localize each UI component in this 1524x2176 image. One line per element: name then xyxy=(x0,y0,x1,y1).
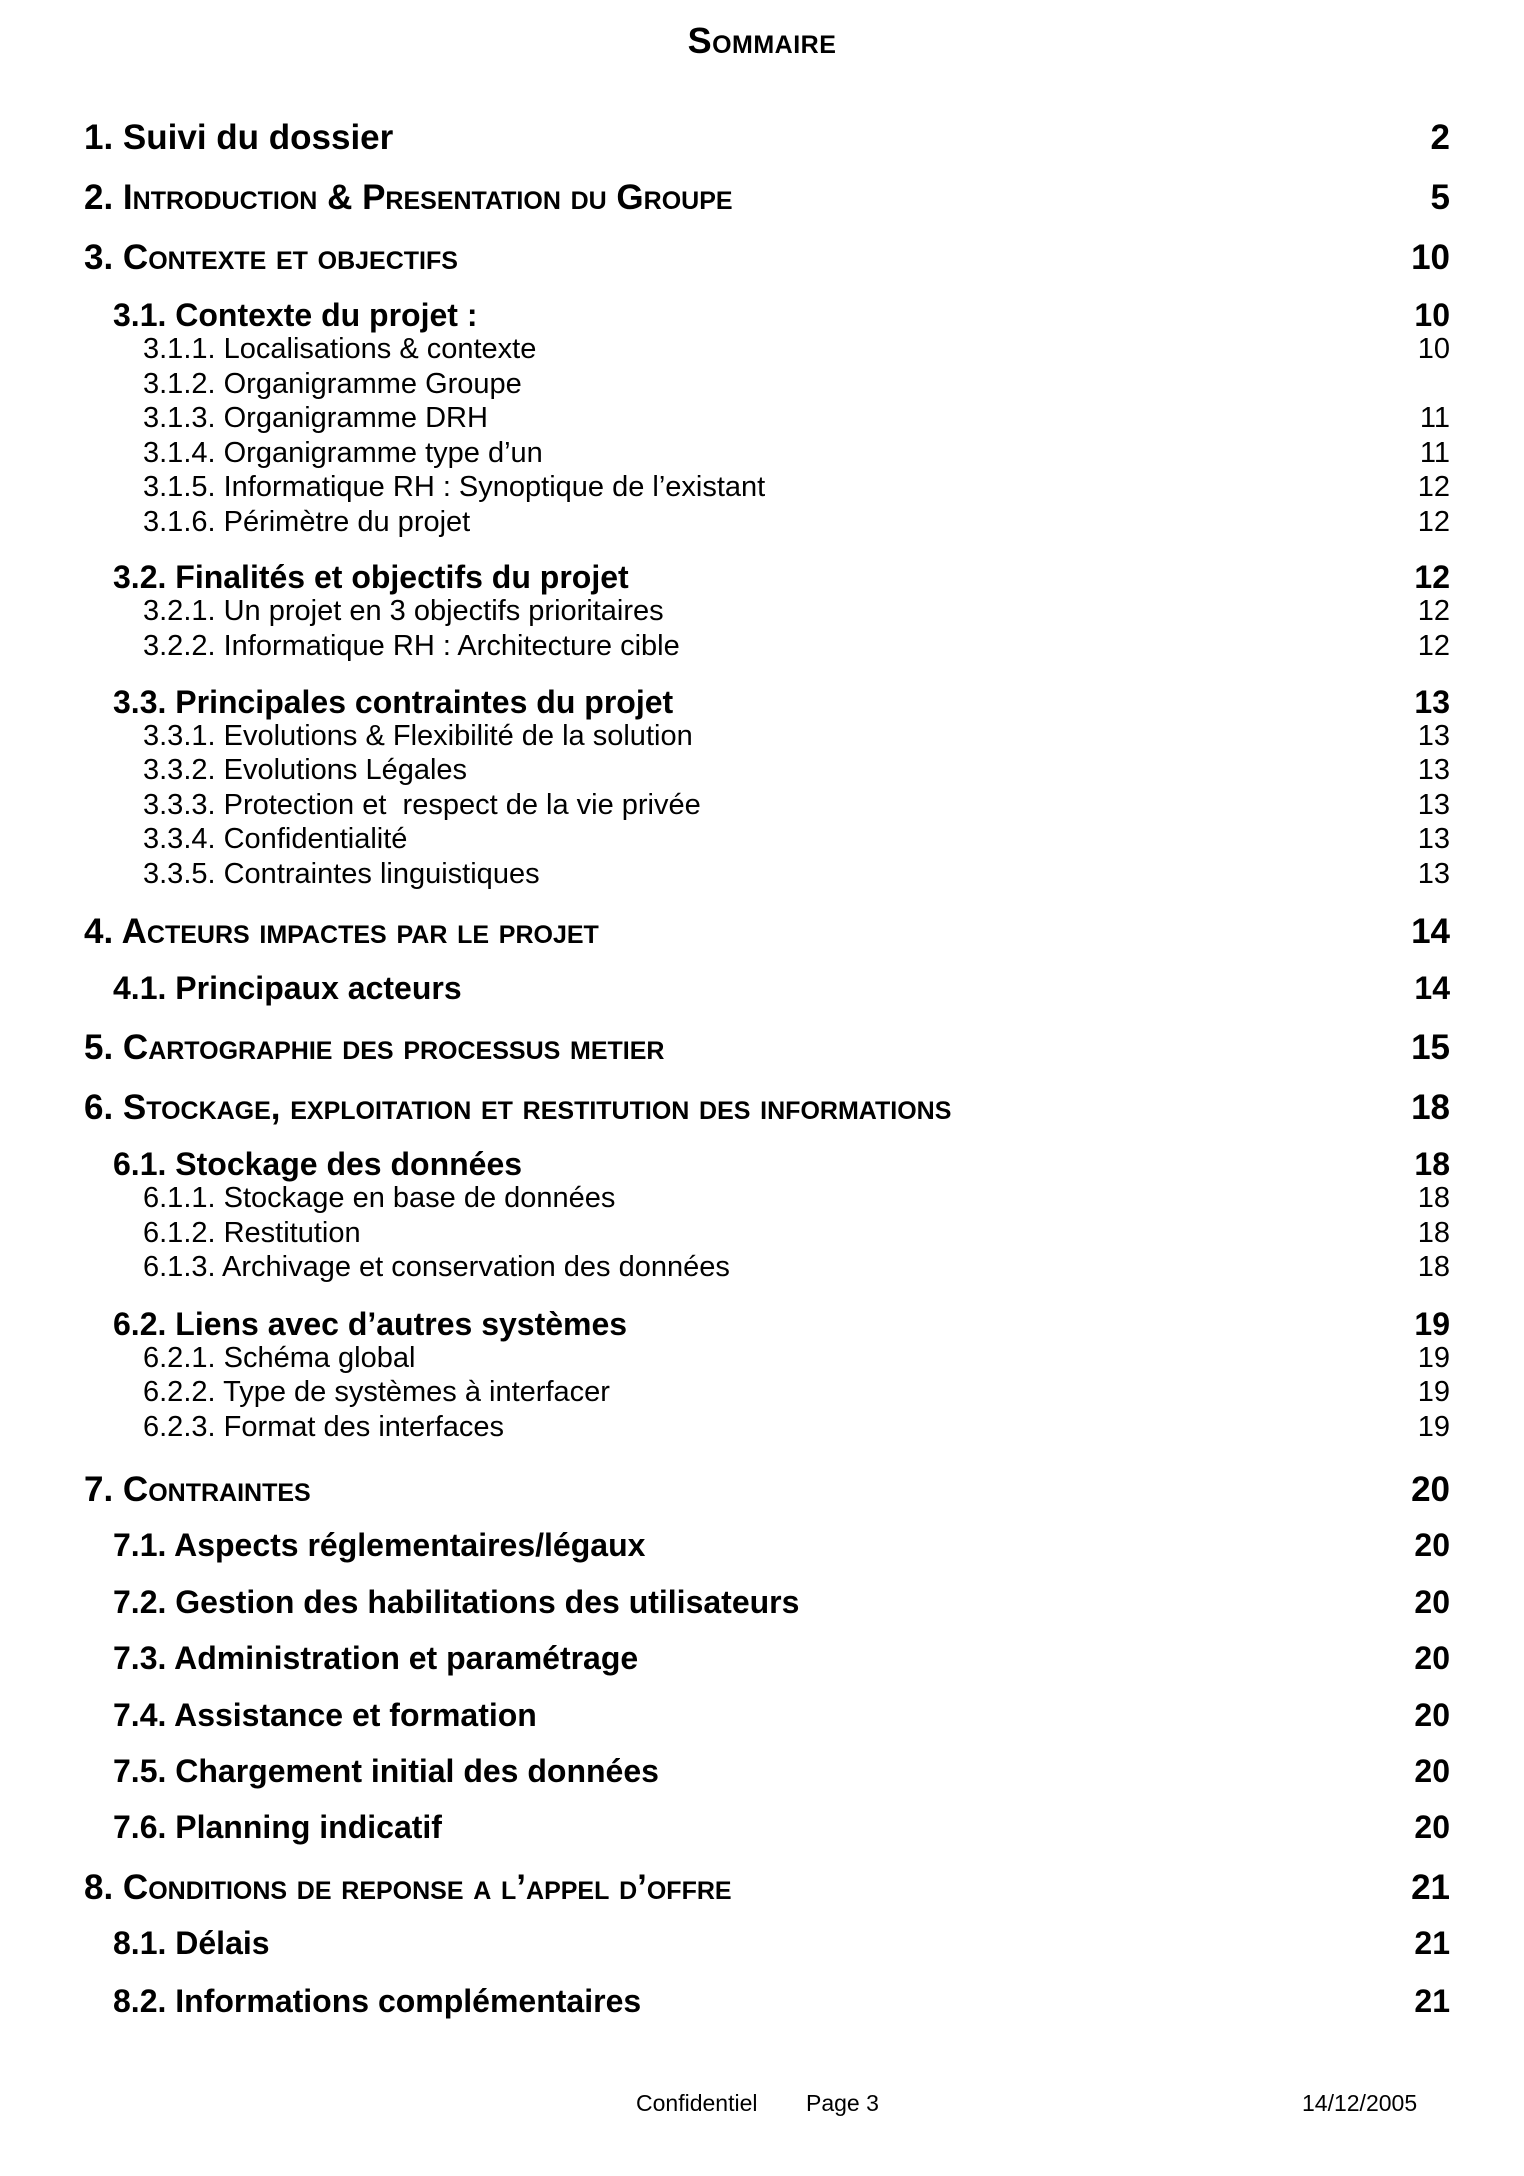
toc-entry-page: 13 xyxy=(1414,684,1450,720)
toc-entry-page: 10 xyxy=(1411,238,1450,277)
toc-entry-page: 18 xyxy=(1417,1251,1450,1283)
toc-entry-level-1[interactable] xyxy=(84,178,1450,218)
toc-entry-page: 20 xyxy=(1414,1584,1450,1620)
toc-entry-level-3[interactable] xyxy=(143,789,1450,822)
toc-entry-page: 19 xyxy=(1417,1411,1450,1443)
toc-entry-label: 8.1. Délais xyxy=(113,1925,270,1961)
toc-entry-level-1[interactable] xyxy=(84,118,1450,158)
toc-entry-level-3[interactable] xyxy=(143,1342,1450,1375)
toc-entry-level-3[interactable] xyxy=(143,1411,1450,1444)
toc-entry-level-3[interactable] xyxy=(143,1217,1450,1250)
toc-entry-label: 8. Conditions de reponse a l’appel d’offre xyxy=(84,1868,732,1907)
toc-entry-level-1[interactable] xyxy=(84,238,1450,278)
toc-entry-page: 14 xyxy=(1414,970,1450,1006)
toc-entry-label: 7.1. Aspects réglementaires/légaux xyxy=(113,1527,646,1563)
toc-entry-page: 12 xyxy=(1417,471,1450,503)
toc-entry-label: 7.3. Administration et paramétrage xyxy=(113,1640,639,1676)
toc-entry-label: 7.2. Gestion des habilitations des utilisateurs xyxy=(113,1584,800,1620)
toc-entry-page: 18 xyxy=(1411,1088,1450,1127)
toc-entry-label: 3.1.3. Organigramme DRH xyxy=(143,402,488,434)
toc-entry-level-3[interactable] xyxy=(143,1251,1450,1284)
toc-entry-level-1[interactable] xyxy=(84,1868,1450,1908)
toc-entry-label: 6.1.1. Stockage en base de données xyxy=(143,1182,616,1214)
toc-entry-page: 10 xyxy=(1417,333,1450,365)
toc-entry-page: 20 xyxy=(1414,1640,1450,1676)
toc-entry-label: 4.1. Principaux acteurs xyxy=(113,970,462,1006)
toc-entry-level-3[interactable] xyxy=(143,402,1450,435)
toc-entry-level-1[interactable] xyxy=(84,1028,1450,1068)
toc-entry-level-1[interactable] xyxy=(84,1470,1450,1510)
toc-entry-level-3[interactable] xyxy=(143,368,1450,401)
toc-entry-page: 21 xyxy=(1411,1868,1450,1907)
toc-entry-page: 18 xyxy=(1417,1217,1450,1249)
toc-entry-label: 3.1.5. Informatique RH : Synoptique de l’existant xyxy=(143,471,766,503)
toc-entry-label: 3.3.1. Evolutions & Flexibilité de la solution xyxy=(143,720,693,752)
toc-entry-level-3[interactable] xyxy=(143,595,1450,628)
toc-entry-page: 12 xyxy=(1417,630,1450,662)
toc-entry-label: 3.2. Finalités et objectifs du projet xyxy=(113,559,629,595)
toc-entry-page: 19 xyxy=(1417,1342,1450,1374)
toc-entry-level-2[interactable] xyxy=(113,297,1450,334)
toc-entry-label: 3.1. Contexte du projet : xyxy=(113,297,478,333)
toc-entry-label: 6.1.3. Archivage et conservation des données xyxy=(143,1251,730,1283)
page-title: Sommaire xyxy=(687,20,837,61)
toc-entry-page: 11 xyxy=(1419,437,1450,469)
toc-entry-label: 6.1.2. Restitution xyxy=(143,1217,361,1249)
toc-entry-page: 20 xyxy=(1414,1753,1450,1789)
toc-entry-page: 19 xyxy=(1414,1306,1450,1342)
toc-entry-page: 21 xyxy=(1414,1983,1450,2019)
toc-entry-page: 12 xyxy=(1417,595,1450,627)
toc-entry-page: 13 xyxy=(1417,754,1450,786)
toc-entry-page: 12 xyxy=(1417,506,1450,538)
toc-entry-level-3[interactable] xyxy=(143,720,1450,753)
toc-entry-level-3[interactable] xyxy=(143,437,1450,470)
toc-entry-label: 3. Contexte et objectifs xyxy=(84,238,458,277)
toc-entry-level-2[interactable] xyxy=(113,684,1450,721)
toc-entry-page: 13 xyxy=(1417,789,1450,821)
footer-page-number: Page 3 xyxy=(806,2090,879,2116)
toc-entry-page: 10 xyxy=(1414,297,1450,333)
toc-entry-level-2[interactable] xyxy=(113,1640,1450,1677)
toc-entry-label: 7. Contraintes xyxy=(84,1470,311,1509)
toc-entry-label: 7.5. Chargement initial des données xyxy=(113,1753,659,1789)
toc-entry-page: 12 xyxy=(1414,559,1450,595)
toc-entry-level-2[interactable] xyxy=(113,970,1450,1007)
toc-entry-level-2[interactable] xyxy=(113,1809,1450,1846)
toc-entry-label: 8.2. Informations complémentaires xyxy=(113,1983,642,2019)
toc-entry-label: 6.2.2. Type de systèmes à interfacer xyxy=(143,1376,610,1408)
toc-entry-page: 5 xyxy=(1430,178,1450,217)
toc-entry-page: 13 xyxy=(1417,720,1450,752)
toc-entry-level-2[interactable] xyxy=(113,1527,1450,1564)
toc-entry-label: 3.2.2. Informatique RH : Architecture cible xyxy=(143,630,680,662)
toc-entry-page: 21 xyxy=(1414,1925,1450,1961)
toc-entry-label: 3.1.1. Localisations & contexte xyxy=(143,333,537,365)
toc-entry-level-2[interactable] xyxy=(113,1146,1450,1183)
toc-entry-label: 3.3.4. Confidentialité xyxy=(143,823,408,855)
toc-entry-level-2[interactable] xyxy=(113,1753,1450,1790)
toc-entry-level-2[interactable] xyxy=(113,1697,1450,1734)
toc-entry-label: 3.2.1. Un projet en 3 objectifs prioritaires xyxy=(143,595,664,627)
toc-entry-label: 3.3.2. Evolutions Légales xyxy=(143,754,468,786)
toc-entry-page: 15 xyxy=(1411,1028,1450,1067)
footer-date: 14/12/2005 xyxy=(1302,2090,1418,2116)
toc-entry-page: 18 xyxy=(1414,1146,1450,1182)
toc-entry-label: 4. Acteurs impactes par le projet xyxy=(84,912,599,951)
toc-entry-level-3[interactable] xyxy=(143,333,1450,366)
toc-entry-level-2[interactable] xyxy=(113,1306,1450,1343)
toc-entry-label: 5. Cartographie des processus metier xyxy=(84,1028,665,1067)
toc-entry-label: 3.3.3. Protection et respect de la vie privée xyxy=(143,789,701,821)
toc-entry-label: 3.3. Principales contraintes du projet xyxy=(113,684,674,720)
toc-entry-level-1[interactable] xyxy=(84,1088,1450,1128)
toc-entry-page: 2 xyxy=(1430,118,1450,157)
toc-entry-page: 19 xyxy=(1417,1376,1450,1408)
toc-entry-page: 14 xyxy=(1411,912,1450,951)
toc-entry-page: 20 xyxy=(1414,1527,1450,1563)
footer-confidential: Confidentiel xyxy=(636,2090,758,2116)
toc-entry-page: 20 xyxy=(1414,1809,1450,1845)
toc-entry-label: 7.4. Assistance et formation xyxy=(113,1697,537,1733)
toc-entry-label: 6.2.3. Format des interfaces xyxy=(143,1411,505,1443)
toc-entry-level-3[interactable] xyxy=(143,858,1450,891)
toc-entry-label: 3.1.6. Périmètre du projet xyxy=(143,506,471,538)
toc-entry-label: 7.6. Planning indicatif xyxy=(113,1809,442,1845)
toc-entry-level-3[interactable] xyxy=(143,630,1450,663)
toc-entry-level-2[interactable] xyxy=(113,1584,1450,1621)
toc-entry-label: 3.1.4. Organigramme type d’un xyxy=(143,437,543,469)
toc-entry-page: 13 xyxy=(1417,858,1450,890)
toc-entry-label: 1. Suivi du dossier xyxy=(84,118,394,157)
toc-entry-level-1[interactable] xyxy=(84,912,1450,952)
toc-entry-level-3[interactable] xyxy=(143,1376,1450,1409)
toc-entry-label: 3.3.5. Contraintes linguistiques xyxy=(143,858,540,890)
toc-entry-level-2[interactable] xyxy=(113,1925,1450,1962)
toc-entry-label: 6. Stockage, exploitation et restitution des informations xyxy=(84,1088,952,1127)
toc-entry-level-2[interactable] xyxy=(113,1983,1450,2020)
toc-entry-label: 3.1.2. Organigramme Groupe xyxy=(143,368,522,400)
toc-entry-label: 6.1. Stockage des données xyxy=(113,1146,523,1182)
toc-entry-level-3[interactable] xyxy=(143,1182,1450,1215)
toc-entry-level-3[interactable] xyxy=(143,471,1450,504)
toc-entry-level-2[interactable] xyxy=(113,559,1450,596)
toc-entry-page: 20 xyxy=(1414,1697,1450,1733)
toc-entry-label: 6.2.1. Schéma global xyxy=(143,1342,416,1374)
toc-entry-page: 20 xyxy=(1411,1470,1450,1509)
toc-entry-level-3[interactable] xyxy=(143,823,1450,856)
toc-entry-page: 18 xyxy=(1417,1182,1450,1214)
toc-entry-page: 11 xyxy=(1419,402,1450,434)
toc-entry-label: 6.2. Liens avec d’autres systèmes xyxy=(113,1306,628,1342)
toc-entry-level-3[interactable] xyxy=(143,506,1450,539)
toc-entry-page: 13 xyxy=(1417,823,1450,855)
toc-entry-level-3[interactable] xyxy=(143,754,1450,787)
toc-entry-label: 2. Introduction & Presentation du Groupe xyxy=(84,178,733,217)
